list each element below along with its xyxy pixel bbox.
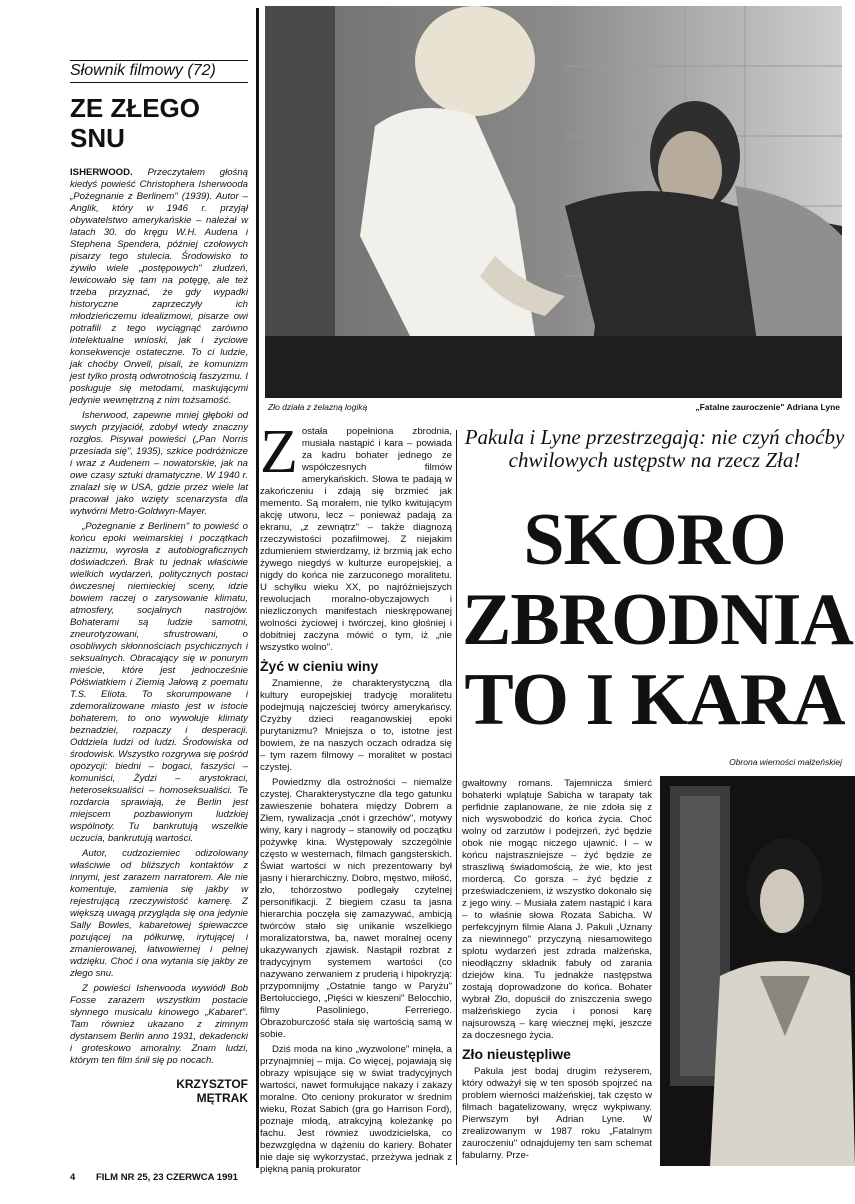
paragraph: Dziś moda na kino „wyzwolone" minęła, a przynajmniej – mija. Co więcej, pojawiają się obrazy wpisujące się w świat tradycyjnych wartości, nawet formułujące nakazy i zakazy moralne. Oto ceniony prokurator w średnim wieku, Rozat Sabich (gra go Harrison Ford), poznaje młodą, atrakcyjną koleżankę po fachu. Jest również uwodzicielska, co bezwzględna w dążeniu do kariery. Bohater nie daje się wykorzystać, przeżywa jednak z piękną panią prokurator xyxy=(260,1044,452,1175)
paragraph: Z powieści Isherwooda wywiódł Bob Fosse zarazem wszystkim postacie słynnego musicalu kinowego „Kabaret". Tam również ukazano z zimnym dystansem Berlin anno 1931, dekadencki i groteskowo amoralny. Znam ludzi, którym ten film śnił się po nocach. xyxy=(70,983,248,1066)
article-body xyxy=(70,167,248,1067)
photo-credit: „Fatalne zauroczenie" Adriana Lyne xyxy=(695,402,840,412)
paragraph: Przeczytałem głośną kiedyś powieść Christophera Isherwooda „Pożegnanie z Berlinem" (1939). Autor – Anglik, który w 1946 r. przyjął obywatelstwo amerykańskie – należał w latach 30. do kręgu W.H. Audena i Stephena Spendera, później czołowych pisarzy tego stulecia. Środowisko to żywiło wiele „postępowych" złudzeń, lewicowało się tam na potęgę, ale też trzeba przyznać, że gdy wypadki historyczne zaprzeczyły ich młodzieńczemu idealizmowi, pisarze owi potrafili z tego wyciągnąć zarówno intelektualne wnioski, jak i życiowe konsekwencje ostateczne. To ci ludzie, jak choćby Orwell, pisali, że komunizm jest tylko prostą odwrotnością faszyzmu. I posługuje się metodami, maskującymi jedynie wewnętrzną z nim tożsamość. xyxy=(70,167,249,406)
paragraph: Isherwood, zapewne mniej głęboki od swych przyjaciół, zdobył wtedy znaczny rozgłos. Pisywał powieści („Pan Norris przesiada się", 1935), szkice podróżnicze i wraz z Audenem – nowatorskie, jak na owe czasy sztuki dramatyczne. W 1940 r. znalazł się w USA, gdzie przez wiele lat pracował jako wzięty scenarzysta dla wytwórni Metro-Goldwyn-Mayer. xyxy=(70,410,248,517)
subheading: Żyć w cieniu winy xyxy=(260,658,379,674)
photo-caption: Obrona wierności małżeńskiej xyxy=(729,757,842,767)
paragraph: „Pożegnanie z Berlinem" to powieść o końcu epoki weimarskiej i początkach nazizmu, wyrosła z autobiograficznych doświadczeń. Brak tu jednak właściwie wielkich wydarzeń, politycznych postaci ówczesnej niemieckiej sceny, idzie bowiem raczej o zarysowanie klimatu, atmosfery, socjalnych nastrojów. Bohaterami są ludzie samotni, zneurotyzowani, sfrustrowani, o osobliwych skłonnościach psychicznych i seksualnych. Obracający się w ponurym mieście, które jest jednocześnie Półświatkiem i Ziemią Jałową z poematu T.S. Eliota. To skorumpowane i zdemoralizowane miasto jest w istocie bohaterem, to ono wywołuje klimaty beznadziei, rozpaczy i desperacji. Oddziela ludzi od ludzi. Środowiska od środowisk. Wszystko rozgrywa się pośród opozycji: biedni – bogaci, faszyści – komuniści, Żydzi – arystokraci, heteroseksualiści – homoseksualiści. Te rozdarcia sprawiają, że Berlin jest miejscem pozbawionym ludzkiej wspólnoty. Tu bankrutują wszelkie uczucia, bankrutują wartości. xyxy=(70,521,248,844)
article-title: ZE ZŁEGO SNU xyxy=(70,93,200,153)
page-footer xyxy=(70,1172,238,1183)
drop-cap: Z xyxy=(260,418,298,486)
main-article-column-1 xyxy=(260,418,452,1179)
paragraph: ostała popełniona zbrodnia, musiała nastąpić i kara – powiada za kadru bohater jednego ze współczesnych filmów amerykańskich. Słowa te padają w zakończeniu i zdają się brzmieć jak memento. Są morałem, nie tylko kwitującym akcję utworu, lecz – ponieważ padają za ekranu, „z zewnątrz" – także diagnozą rzeczywistości pozafilmowej. Z niejakim zdumieniem stwierdzamy, iż brzmią jak echo żywego niegdyś w kulturze europejskiej, a nigdy do końca nie zarzuconego moralitetu. U schyłku wieku XX, po najróżniejszych rewolucjach moralno-obyczajowych i niezliczonych manifestach nieskrępowanej wolności życiowej i twórczej, kino głośniej i dobitniej zaczyna mówić o tym, iż „nie wszystko wolno". xyxy=(260,426,452,653)
paragraph: gwałtowny romans. Tajemnicza śmierć bohaterki wplątuje Sabicha w tarapaty tak perfidnie zaplanowane, że nie zdoła się z nich wyswobodzić do końca życia. Choć wolny od zarzutów i podejrzeń, żyć będzie obok nie mogąc niczego ujawnić. I – w końcu najstraszniejsze – żyć będzie ze straszliwą świadomością, że wie, kto jest mordercą. Co gorsza – żyć będzie z przeświadczeniem, iż wszystko dokonało się z jego winy. – Musiała zatem nastąpić i kara – to właśnie słowa Rozata Sabicha. W perfekcyjnym filmie Alana J. Pakuli „Uznany za niewinnego" przyczyną niesamowitego splotu wydarzeń jest zdrada małżeńska, nieodłączny składnik fabuły od zarania dziejów kina. Tu jednakże następstwa zostają doprowadzone do końca. Bohater wybrał Zło, dopuścił do zniszczenia swego małżeńskiego życia i ponosi karę najsurowszą – karę wiecznej męki, jeszcze za doczesnego życia. xyxy=(462,778,652,1041)
photo-illustration xyxy=(660,776,855,1166)
page-number: 4 xyxy=(70,1172,76,1183)
photo-illustration xyxy=(265,6,842,398)
lead-word: ISHERWOOD. xyxy=(70,167,133,178)
issue-info: FILM NR 25, 23 CZERWCA 1991 xyxy=(95,1172,238,1183)
photo-caption: Zło działa z żelazną logiką xyxy=(268,402,368,412)
paragraph: Pakula jest bodaj drugim reżyserem, który odważył się w ten sposób spojrzeć na problem wierności małżeńskiej, tak często w filmach bagatelizowany, wręcz wykpiwany. Pierwszym był Adrian Lyne. W zrealizowanym w 1987 roku „Fatalnym zauroczeniu" odnajdujemy ten sam schemat fabularny. Prze- xyxy=(462,1066,652,1161)
main-article-column-2 xyxy=(462,778,652,1165)
article-lead: Pakula i Lyne przestrzegają: nie czyń choćby chwilowych ustępstw na rzecz Zła! xyxy=(464,425,845,472)
series-title: Słownik filmowy (72) xyxy=(70,60,248,83)
paragraph: Znamienne, że charakterystyczną dla kultury europejskiej tradycję moralitetu podejmują najcześciej twórcy amerykańscy. Czyżby dzieci reaganowskiej epoki purytanizmu? Mniejsza o to, istotne jest bowiem, że na naszych oczach odradza się – tym razem filmowy – moralitet w postaci czystej. xyxy=(260,678,452,773)
column-rule xyxy=(256,8,259,1168)
paragraph: Powiedzmy dla ostrożności – niemalże czystej. Charakterystyczne dla tego gatunku zawieszenie bohatera między Dobrem a Złem, rywalizacja „cnót i grzechów", motywy winy, kary i nagrody – stanowiły od początku pożywkę kina. Występowały szczególnie często w westernach, filmach gangsterskich. Świat wartości w nich prezentowany był jasny i hierarchiczny. Dobro, męstwo, miłość, zło, tchórzostwo podlegały czytelnej personifikacji. Z biegiem czasu ta jasna hierarchia poczęła się zamazywać, ambicją twórców stało się unikanie wszelkiego moralizatorstwa, ba, nawet moralnej oceny ukazywanych zjawisk. Nastąpił rozbrat z tradycyjnym systemem wartości (co nazywano zerwaniem z pruderią i hipokryzją: przypomnijmy „Ostatnie tango w Paryżu" Bertolucciego, „Pięści w kieszeni" Belocchio, filmy Pasoliniego, Ferreriego. Obrazoburczość stała się wartością samą w sobie. xyxy=(260,777,452,1040)
film-still-photo xyxy=(660,776,855,1166)
author-byline: KRZYSZTOF MĘTRAK xyxy=(176,1077,248,1105)
subheading: Zło nieustępliwe xyxy=(462,1046,571,1062)
paragraph: Autor, cudzoziemiec odizolowany właściwie od bliższych kontaktów z innymi, jest zarazem narratorem. Ale nie komentuje, zamienia się jakby w rejestrującą rzeczywistość kamerę. Z większą uwagą przygląda się ona jedynie Sally Bowles, kabaretowej śpiewaczce pozującej na półkurwę, irytującej i zmanierowanej, łatwowiernej i pełnej wdzięku. Choć i ona wytania się jakby ze złego snu. xyxy=(70,848,248,979)
column-rule xyxy=(456,430,457,1165)
film-still-photo xyxy=(265,6,842,398)
dictionary-column xyxy=(70,60,248,1105)
article-headline: SKORO ZBRODNIA TO I KARA xyxy=(462,499,853,741)
